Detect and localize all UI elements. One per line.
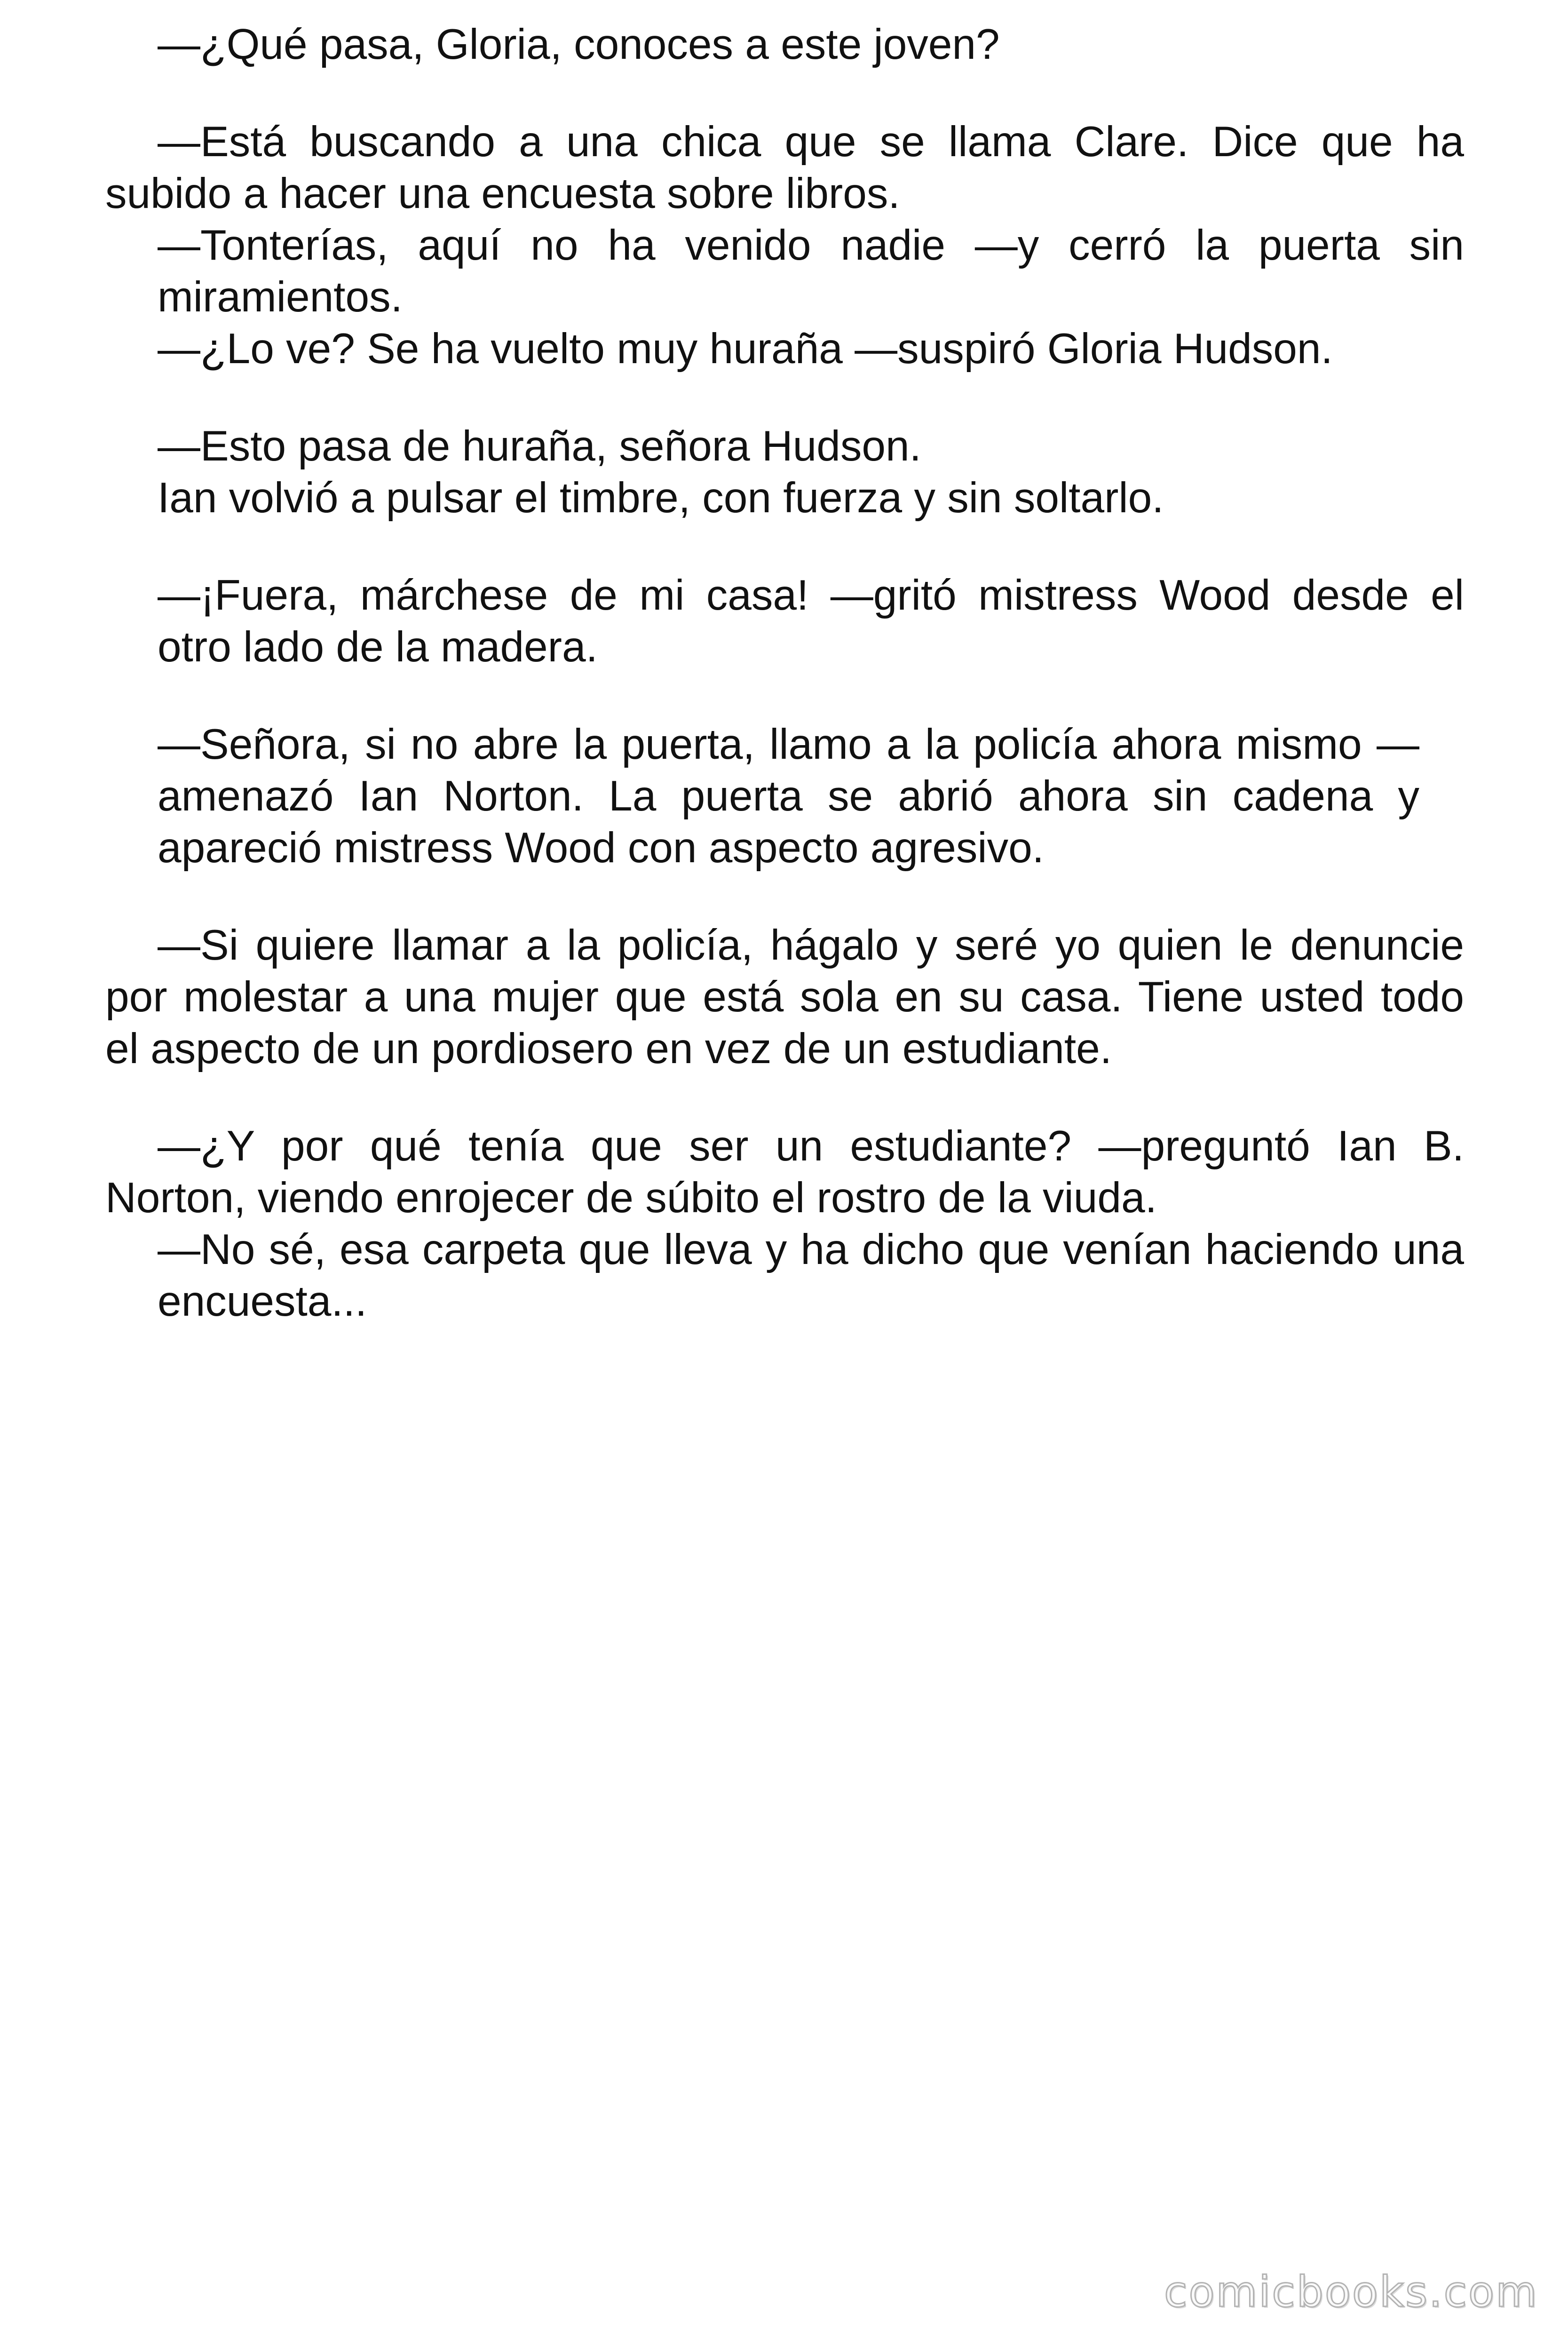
text-line: —¿Qué pasa, Gloria, conoces a este joven?	[158, 21, 1000, 68]
text-line: —¿Lo ve? Se ha vuelto muy huraña —suspiró Gloria Hudson.	[158, 325, 1333, 373]
paragraph	[0, 323, 1568, 375]
text-line: —Esto pasa de huraña, señora Hudson.	[158, 422, 921, 470]
paragraph	[0, 1224, 1568, 1327]
paragraph	[0, 19, 1568, 71]
text-line: —No sé, esa carpeta que lleva y ha dicho que venían haciendo una	[158, 1226, 1464, 1273]
text-line: miramientos.	[158, 273, 403, 321]
paragraph	[0, 920, 1568, 1075]
text-line: otro lado de la madera.	[158, 623, 598, 671]
text-line: —Está buscando a una chica que se llama Clare. Dice que ha	[158, 118, 1464, 166]
paragraph	[0, 220, 1568, 323]
paragraph	[0, 570, 1568, 673]
text-line: —Señora, si no abre la puerta, llamo a la policía ahora mismo —	[158, 721, 1419, 768]
text-line: subido a hacer una encuesta sobre libros.	[105, 170, 900, 217]
text-line: —Tonterías, aquí no ha venido nadie —y cerró la puerta sin	[158, 222, 1464, 269]
paragraph	[0, 116, 1568, 220]
page-body-text	[0, 19, 1568, 1327]
paragraph	[0, 472, 1568, 524]
text-line: por molestar a una mujer que está sola en su casa. Tiene usted todo	[105, 973, 1464, 1021]
text-line: el aspecto de un pordiosero en vez de un estudiante.	[105, 1025, 1112, 1073]
text-line: —Si quiere llamar a la policía, hágalo y seré yo quien le denuncie	[158, 922, 1464, 969]
text-line: encuesta...	[158, 1278, 367, 1325]
watermark: comicbooks.com	[1164, 2267, 1538, 2317]
text-line: —¡Fuera, márchese de mi casa! —gritó mistress Wood desde el	[158, 572, 1464, 619]
paragraph	[0, 719, 1568, 874]
text-line: Ian volvió a pulsar el timbre, con fuerza y sin soltarlo.	[158, 474, 1164, 522]
text-line: amenazó Ian Norton. La puerta se abrió ahora sin cadena y	[158, 772, 1419, 820]
paragraph	[0, 421, 1568, 472]
text-line: Norton, viendo enrojecer de súbito el rostro de la viuda.	[105, 1174, 1157, 1222]
text-line: apareció mistress Wood con aspecto agresivo.	[158, 824, 1044, 872]
text-line: —¿Y por qué tenía que ser un estudiante? —preguntó Ian B.	[158, 1122, 1464, 1170]
paragraph	[0, 1120, 1568, 1224]
